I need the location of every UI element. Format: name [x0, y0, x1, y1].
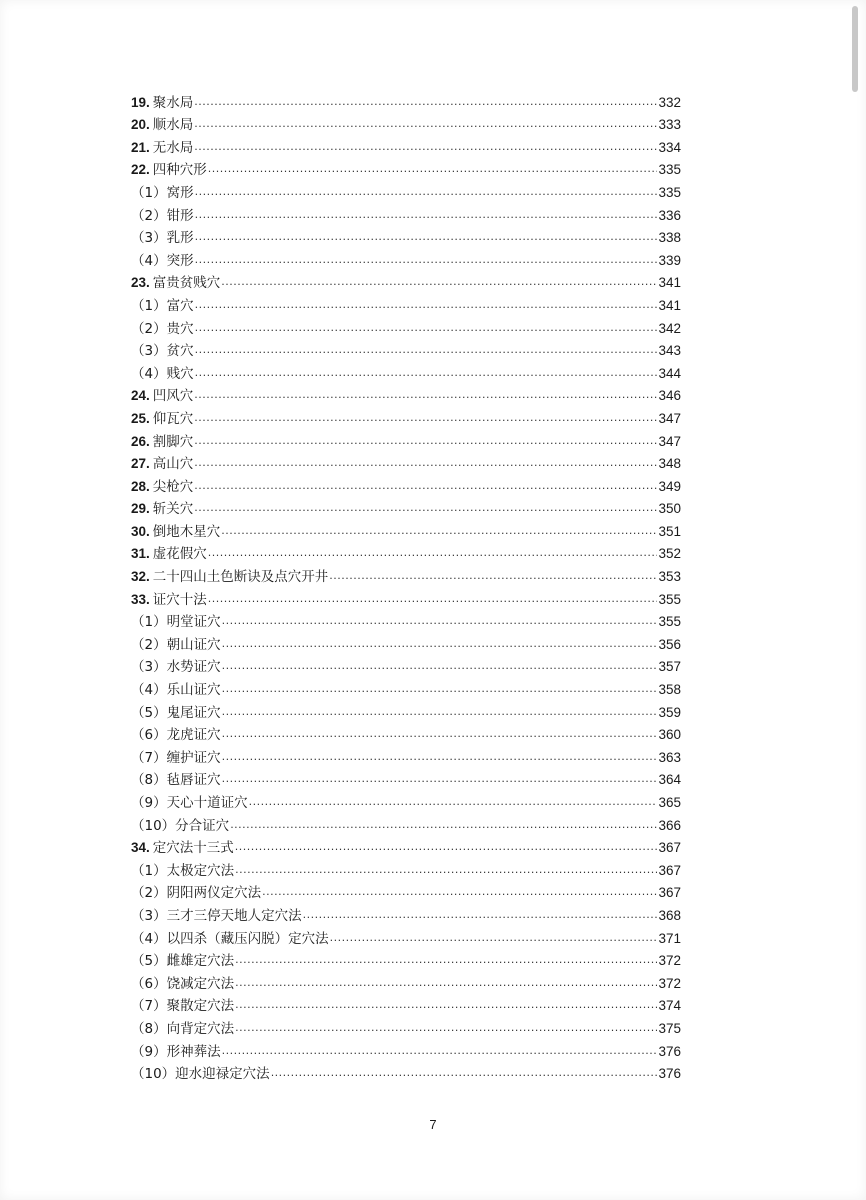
- toc-entry-label: [131, 682, 221, 698]
- toc-entry-label: [131, 275, 220, 291]
- toc-entry-title: 定穴法十三式: [152, 840, 234, 857]
- toc-entry-title: 无水局: [152, 139, 194, 156]
- toc-entry-title: 聚水局: [152, 94, 194, 111]
- toc-entry[interactable]: [131, 788, 681, 811]
- toc-entry-page: 374: [658, 998, 681, 1014]
- dot-leader: [329, 568, 657, 584]
- dot-leader: [208, 591, 658, 607]
- toc-entry-page: 359: [658, 704, 681, 720]
- toc-entry-page: 356: [658, 636, 681, 652]
- toc-entry[interactable]: [131, 698, 681, 721]
- toc-entry-page: 364: [658, 772, 681, 788]
- dot-leader: [222, 771, 658, 787]
- dot-leader: [194, 433, 657, 449]
- dot-leader: [262, 884, 657, 900]
- toc-entry-title: （2）贵穴: [131, 320, 194, 337]
- toc-entry-page: 352: [658, 546, 681, 562]
- toc-entry-page: 348: [658, 456, 681, 472]
- toc-entry[interactable]: [131, 88, 681, 111]
- toc-entry[interactable]: [131, 133, 681, 156]
- toc-entry[interactable]: [131, 291, 681, 314]
- dot-leader: [222, 704, 658, 720]
- toc-entry-page: 350: [658, 501, 681, 517]
- toc-entry-title: 尖枪穴: [152, 478, 194, 495]
- toc-entry-title: （5）鬼尾证穴: [131, 704, 221, 721]
- toc-entry-page: 335: [658, 162, 681, 178]
- toc-entry-title: 虚花假穴: [152, 546, 207, 563]
- toc-entry-title: （1）窝形: [131, 184, 194, 201]
- dot-leader: [222, 749, 658, 765]
- dot-leader: [230, 817, 657, 833]
- toc-entry-title: （8）向背定穴法: [131, 1020, 235, 1037]
- dot-leader: [194, 139, 657, 155]
- toc-entry-label: [131, 95, 193, 111]
- toc-entry-page: 353: [658, 569, 681, 585]
- toc-entry-title: （1）太极定穴法: [131, 862, 235, 879]
- toc-entry-title: （6）龙虎证穴: [131, 727, 221, 744]
- toc-entry-number: 25.: [131, 410, 150, 426]
- toc-entry-title: （4）突形: [131, 252, 194, 269]
- toc-entry[interactable]: [131, 450, 681, 473]
- table-of-contents: [131, 88, 681, 1082]
- toc-entry-number: 20.: [131, 117, 150, 133]
- dot-leader: [194, 500, 657, 516]
- toc-entry-page: 342: [658, 320, 681, 336]
- toc-entry-page: 332: [658, 94, 681, 110]
- toc-entry-label: [131, 185, 194, 201]
- dot-leader: [222, 636, 658, 652]
- toc-entry-title: （8）毡唇证穴: [131, 772, 221, 789]
- toc-entry-page: 334: [658, 139, 681, 155]
- toc-entry-label: [131, 818, 229, 834]
- toc-entry-number: 29.: [131, 501, 150, 517]
- toc-entry-page: 365: [658, 795, 681, 810]
- toc-entry-title: （10）分合证穴: [131, 817, 230, 834]
- toc-entry-page: 355: [658, 591, 681, 607]
- dot-leader: [195, 365, 658, 381]
- toc-entry[interactable]: [131, 834, 681, 857]
- dot-leader: [221, 523, 657, 539]
- dot-leader: [235, 839, 658, 855]
- toc-entry-number: 26.: [131, 433, 150, 449]
- toc-entry-page: 366: [658, 817, 681, 833]
- dot-leader: [194, 94, 657, 110]
- toc-entry-label: [131, 501, 193, 517]
- toc-entry[interactable]: [131, 630, 681, 653]
- toc-entry-label: [131, 546, 207, 562]
- toc-entry-label: [131, 366, 194, 382]
- toc-entry[interactable]: [131, 969, 681, 992]
- toc-entry-label: [131, 162, 207, 178]
- toc-entry-page: 375: [658, 1020, 681, 1036]
- toc-entry-page: 346: [658, 388, 681, 404]
- toc-entry-label: [131, 253, 194, 269]
- toc-entry-title: 四种穴形: [152, 162, 207, 179]
- toc-entry[interactable]: [131, 201, 681, 224]
- toc-entry-title: （2）阴阳两仪定穴法: [131, 885, 262, 902]
- toc-entry-number: 19.: [131, 94, 150, 110]
- dot-leader: [235, 997, 657, 1013]
- toc-entry-title: 顺水局: [152, 117, 194, 134]
- dot-leader: [195, 342, 658, 358]
- toc-entry-title: （4）以四杀（藏压闪脱）定穴法: [131, 930, 329, 947]
- toc-entry-label: [131, 1066, 270, 1082]
- toc-entry[interactable]: [131, 585, 681, 608]
- toc-entry-page: 367: [658, 840, 681, 856]
- toc-entry-title: （3）乳形: [131, 230, 194, 247]
- toc-entry-label: [131, 863, 234, 879]
- dot-leader: [195, 320, 658, 336]
- toc-entry-page: 341: [658, 275, 681, 291]
- toc-entry-page: 335: [658, 184, 681, 200]
- toc-entry-label: [131, 637, 221, 653]
- toc-entry-title: 二十四山土色断诀及点穴开井: [152, 569, 329, 586]
- toc-entry-label: [131, 230, 194, 246]
- dot-leader: [249, 794, 658, 810]
- toc-entry[interactable]: [131, 766, 681, 789]
- toc-entry-title: （9）形神葬法: [131, 1043, 221, 1060]
- toc-entry[interactable]: [131, 246, 681, 269]
- toc-entry-number: 34.: [131, 840, 150, 856]
- toc-entry-label: [131, 998, 234, 1014]
- toc-entry[interactable]: [131, 111, 681, 134]
- toc-entry[interactable]: [131, 879, 681, 902]
- toc-entry-label: [131, 727, 221, 743]
- dot-leader: [222, 658, 658, 674]
- toc-entry-page: 336: [658, 207, 681, 223]
- toc-entry[interactable]: [131, 517, 681, 540]
- toc-entry-title: 倒地木星穴: [152, 523, 221, 540]
- toc-entry[interactable]: [131, 856, 681, 879]
- toc-entry-page: 360: [658, 727, 681, 743]
- toc-entry-label: [131, 659, 221, 675]
- toc-entry[interactable]: [131, 382, 681, 405]
- toc-entry-number: 24.: [131, 388, 150, 404]
- toc-entry-page: 372: [658, 953, 681, 969]
- dot-leader: [222, 681, 658, 697]
- dot-leader: [222, 726, 658, 742]
- toc-entry-title: 高山穴: [152, 456, 194, 473]
- toc-entry[interactable]: [131, 495, 681, 518]
- toc-entry[interactable]: [131, 427, 681, 450]
- toc-entry[interactable]: [131, 811, 681, 834]
- toc-entry-page: 368: [658, 907, 681, 923]
- toc-entry-page: 339: [658, 252, 681, 268]
- toc-entry-title: （7）缠护证穴: [131, 749, 221, 766]
- toc-entry-page: 376: [658, 1066, 681, 1082]
- toc-entry[interactable]: [131, 924, 681, 947]
- toc-entry-page: 371: [658, 930, 681, 946]
- toc-entry-title: （5）雌雄定穴法: [131, 953, 235, 970]
- toc-entry[interactable]: [131, 562, 681, 585]
- toc-entry-label: [131, 434, 193, 450]
- toc-entry-page: 333: [658, 117, 681, 133]
- dot-leader: [235, 975, 657, 991]
- toc-entry-title: （10）迎水迎禄定穴法: [131, 1066, 270, 1083]
- toc-entry-label: [131, 321, 194, 337]
- toc-entry[interactable]: [131, 472, 681, 495]
- dot-leader: [221, 274, 657, 290]
- toc-entry-number: 27.: [131, 456, 150, 472]
- toc-entry-label: [131, 840, 234, 856]
- dot-leader: [235, 1020, 657, 1036]
- toc-entry-page: 343: [658, 343, 681, 359]
- page-number: 7: [429, 1117, 437, 1132]
- dot-leader: [235, 862, 657, 878]
- dot-leader: [195, 297, 658, 313]
- toc-entry[interactable]: [131, 404, 681, 427]
- toc-entry[interactable]: [131, 178, 681, 201]
- dot-leader: [194, 455, 657, 471]
- dot-leader: [195, 229, 658, 245]
- toc-entry-label: [131, 456, 193, 472]
- toc-entry-title: （3）贫穴: [131, 343, 194, 360]
- toc-entry-page: 338: [658, 230, 681, 246]
- toc-entry-title: （3）三才三停天地人定穴法: [131, 907, 302, 924]
- toc-entry-title: 斩关穴: [152, 501, 194, 518]
- dot-leader: [195, 184, 658, 200]
- toc-entry-number: 31.: [131, 546, 150, 562]
- toc-entry-label: [131, 953, 234, 969]
- dot-leader: [194, 116, 657, 132]
- dot-leader: [330, 930, 658, 946]
- toc-entry[interactable]: [131, 359, 681, 382]
- toc-entry-page: 344: [658, 365, 681, 381]
- toc-entry-label: [131, 976, 234, 992]
- toc-entry-label: [131, 569, 328, 585]
- dot-leader: [208, 545, 658, 561]
- toc-entry-page: 376: [658, 1043, 681, 1059]
- toc-entry-page: 357: [658, 659, 681, 675]
- toc-entry[interactable]: [131, 901, 681, 924]
- toc-entry-label: [131, 479, 193, 495]
- dot-leader: [222, 1043, 658, 1059]
- toc-entry-title: 仰瓦穴: [152, 410, 194, 427]
- toc-entry[interactable]: [131, 721, 681, 744]
- toc-entry-page: 358: [658, 682, 681, 698]
- toc-entry-title: （4）贱穴: [131, 365, 194, 382]
- toc-entry[interactable]: [131, 1060, 681, 1083]
- dot-leader: [235, 952, 657, 968]
- toc-entry[interactable]: [131, 269, 681, 292]
- toc-entry[interactable]: [131, 314, 681, 337]
- toc-entry-label: [131, 388, 193, 404]
- toc-entry-page: 367: [658, 862, 681, 878]
- toc-entry-number: 23.: [131, 275, 150, 291]
- toc-entry-label: [131, 1044, 221, 1060]
- toc-entry[interactable]: [131, 947, 681, 970]
- toc-entry-label: [131, 117, 193, 133]
- toc-entry-label: [131, 208, 194, 224]
- toc-entry-number: 30.: [131, 523, 150, 539]
- toc-entry-title: （1）富穴: [131, 297, 194, 314]
- toc-entry-number: 32.: [131, 569, 150, 585]
- toc-entry-title: （1）明堂证穴: [131, 614, 221, 631]
- dot-leader: [194, 478, 657, 494]
- dot-leader: [194, 410, 657, 426]
- toc-entry-title: 富贵贫贱穴: [152, 275, 221, 292]
- dot-leader: [195, 207, 658, 223]
- toc-entry[interactable]: [131, 675, 681, 698]
- toc-entry-title: （6）饶减定穴法: [131, 975, 235, 992]
- toc-entry-page: 341: [658, 297, 681, 313]
- toc-entry-page: 372: [658, 975, 681, 991]
- toc-entry[interactable]: [131, 1037, 681, 1060]
- toc-entry-page: 349: [658, 478, 681, 494]
- toc-entry-label: [131, 908, 302, 924]
- scrollbar[interactable]: [852, 6, 858, 92]
- toc-entry-label: [131, 705, 221, 721]
- dot-leader: [303, 907, 658, 923]
- toc-entry-label: [131, 343, 194, 359]
- toc-entry-label: [131, 1021, 234, 1037]
- toc-entry-title: （2）朝山证穴: [131, 636, 221, 653]
- toc-entry-label: [131, 140, 193, 156]
- toc-entry[interactable]: [131, 156, 681, 179]
- toc-entry-title: （9）天心十道证穴: [131, 795, 248, 811]
- toc-entry-label: [131, 772, 221, 788]
- toc-entry[interactable]: [131, 992, 681, 1015]
- toc-entry[interactable]: [131, 743, 681, 766]
- toc-entry-page: 355: [658, 614, 681, 630]
- toc-entry-label: [131, 885, 261, 901]
- toc-entry-label: [131, 614, 221, 630]
- toc-entry-label: [131, 298, 194, 314]
- dot-leader: [271, 1065, 658, 1081]
- toc-entry-title: （4）乐山证穴: [131, 682, 221, 699]
- toc-entry-label: [131, 795, 248, 811]
- toc-entry-label: [131, 524, 220, 540]
- dot-leader: [194, 387, 657, 403]
- toc-entry[interactable]: [131, 224, 681, 247]
- toc-entry-label: [131, 592, 207, 608]
- toc-entry[interactable]: [131, 1014, 681, 1037]
- toc-entry-page: 363: [658, 749, 681, 765]
- toc-entry-number: 22.: [131, 162, 150, 178]
- toc-entry-page: 347: [658, 410, 681, 426]
- toc-entry-number: 21.: [131, 139, 150, 155]
- dot-leader: [222, 613, 658, 629]
- toc-entry-title: 凹风穴: [152, 388, 194, 405]
- toc-entry-page: 347: [658, 433, 681, 449]
- toc-entry-title: 割脚穴: [152, 433, 194, 450]
- toc-entry[interactable]: [131, 540, 681, 563]
- toc-entry-page: 367: [658, 885, 681, 901]
- toc-entry-number: 33.: [131, 591, 150, 607]
- toc-entry[interactable]: [131, 653, 681, 676]
- toc-entry-number: 28.: [131, 478, 150, 494]
- dot-leader: [195, 252, 658, 268]
- toc-entry-page: 351: [658, 523, 681, 539]
- toc-entry-label: [131, 411, 193, 427]
- toc-entry-title: 证穴十法: [152, 591, 207, 608]
- toc-entry[interactable]: [131, 608, 681, 631]
- toc-entry-title: （3）水势证穴: [131, 659, 221, 676]
- toc-entry-title: （7）聚散定穴法: [131, 998, 235, 1015]
- toc-entry[interactable]: [131, 337, 681, 360]
- toc-entry-label: [131, 750, 221, 766]
- toc-entry-label: [131, 931, 329, 947]
- toc-entry-title: （2）钳形: [131, 207, 194, 224]
- dot-leader: [208, 161, 658, 177]
